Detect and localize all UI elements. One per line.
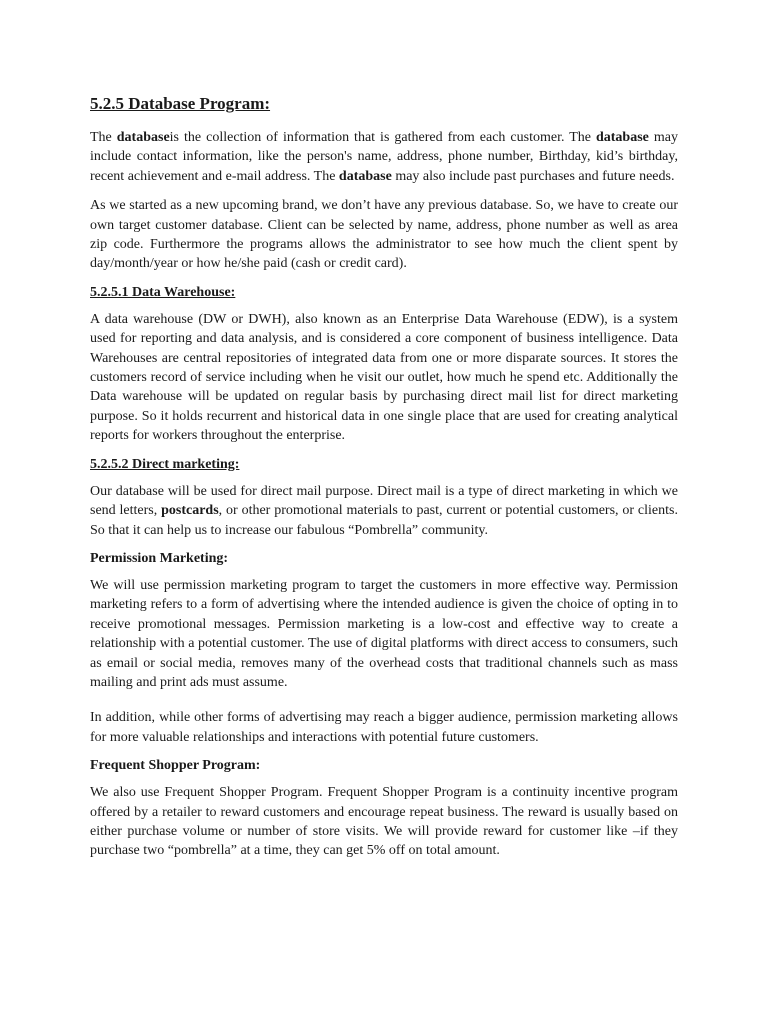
document-page <box>90 92 678 871</box>
bold-term-database: database <box>116 130 170 145</box>
text-run: Our database will be used for direct mail purpose. Direct mail is a type of direct marketing in which we send letters, <box>90 483 678 519</box>
subheading-frequent-shopper-program: Frequent Shopper Program: <box>90 758 261 774</box>
paragraph-frequent-shopper-program: We also use Frequent Shopper Program. Frequent Shopper Program is a continuity incentive program offered by a retailer to reward customers and encourage repeat business. The reward is usually based on either purchase volume or number of store visits. We will provide reward for customer like –if they purchase two “pombrella” at a time, they can get 5% off on total amount. <box>90 785 678 859</box>
subheading-direct-marketing: 5.2.5.2 Direct marketing: <box>90 456 240 472</box>
paragraph-database-definition <box>90 128 678 186</box>
bold-term-database: database <box>595 130 649 145</box>
text-run: , or other promotional materials to past, current or potential customers, or clients. So that it can help us to increase our fabulous “Pombrella” community. <box>90 503 678 538</box>
text-run: may also include past purchases and future needs. <box>391 168 675 184</box>
paragraph-direct-marketing <box>90 482 678 540</box>
text-run: is the collection of information that is gathered from each customer. The <box>169 130 596 145</box>
bold-term-database: database <box>338 168 392 184</box>
bold-term-postcards: postcards <box>161 503 219 519</box>
paragraph-data-warehouse: A data warehouse (DW or DWH), also known as an Enterprise Data Warehouse (EDW), is a system used for reporting and data analysis, and is considered a core component of business intelligence. Data Warehouses are central repositories of integrated data from one or more disparate sources. It stores the customers record of service including when he visit our outlet, how much he spend etc. Additionally the Data warehouse will be updated on regular basis by purchasing direct mail list for direct marketing purpose. So it holds recurrent and historical data in one single place that are used for creating analytical reports for workers throughout the enterprise. <box>90 311 678 444</box>
section-heading-database-program: 5.2.5 Database Program: <box>90 94 271 113</box>
text-run: may include contact information, like the person's name, address, phone number, Birthday, kid’s birthday, recent achievement and e-mail address. The <box>90 130 678 184</box>
subheading-data-warehouse: 5.2.5.1 Data Warehouse: <box>90 284 236 300</box>
paragraph-new-brand-database: As we started as a new upcoming brand, we don’t have any previous database. So, we have to create our own target customer database. Client can be selected by name, address, phone number as well as area zip code. Furthermore the programs allows the administrator to see how much the client spent by day/month/year or how he/she paid (cash or credit card). <box>90 198 678 272</box>
paragraph-permission-marketing: We will use permission marketing program to target the customers in more effective way. Permission marketing refers to a form of advertising where the intended audience is given the choice of opting in to receive promotional messages. Permission marketing is a low-cost and effective way to create a relationship with a potential customer. The use of digital platforms with direct access to consumers, such as email or social media, removes many of the overhead costs that traditional channels such as mass mailing and print ads must assume. <box>90 577 678 690</box>
paragraph-permission-marketing-addition: In addition, while other forms of advertising may reach a bigger audience, permission marketing allows for more valuable relationships and interactions with potential future customers. <box>90 710 678 745</box>
subheading-permission-marketing: Permission Marketing: <box>90 550 229 566</box>
text-run: The <box>90 130 117 145</box>
